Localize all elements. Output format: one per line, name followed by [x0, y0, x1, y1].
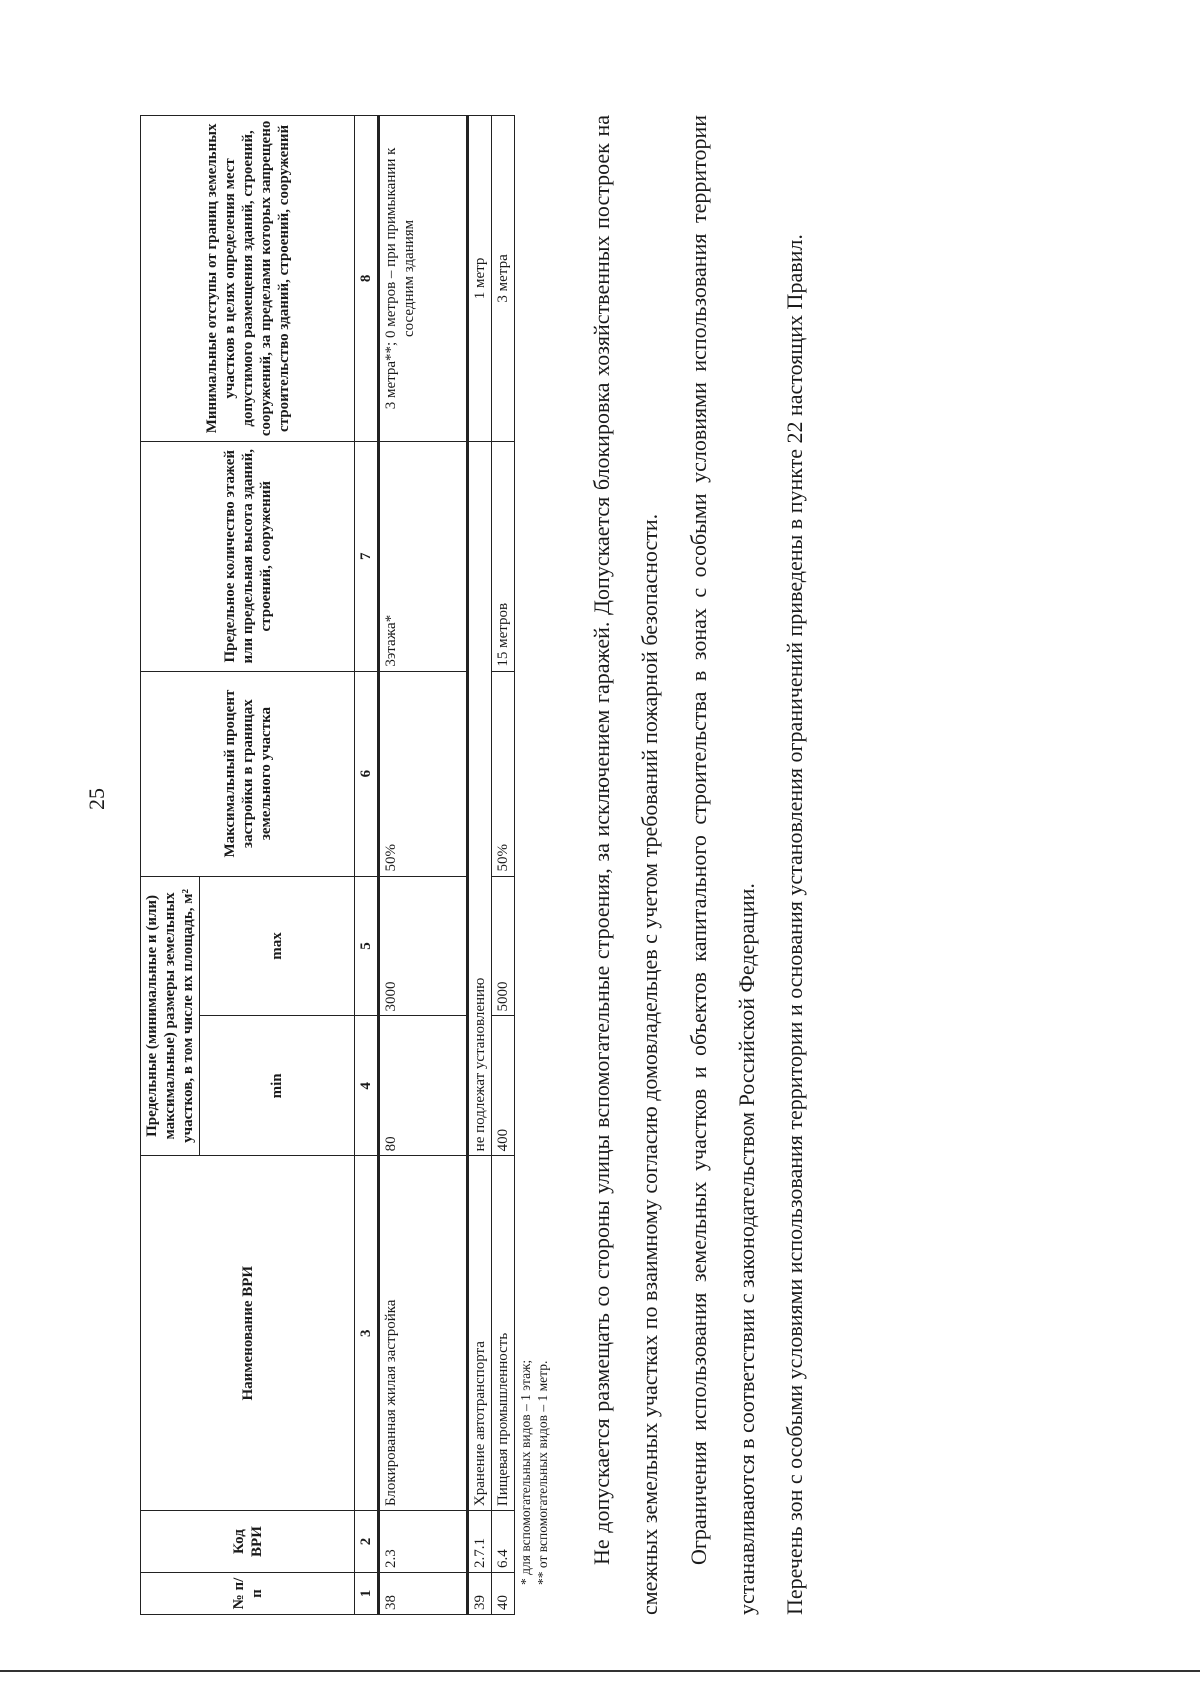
- page-number: 25: [84, 788, 109, 810]
- cell-merged-not-set: не подлежат установлению: [468, 441, 492, 1156]
- cell-num: 39: [468, 1573, 492, 1615]
- cell-name: Хранение автотранспорта: [468, 1156, 492, 1511]
- cell-max: 5000: [492, 876, 515, 1016]
- cell-name: Пищевая промышленность: [492, 1156, 515, 1511]
- cell-max: 3000: [379, 876, 468, 1016]
- index-cell: 4: [355, 1016, 379, 1156]
- header-max: max: [200, 876, 355, 1016]
- table-row: [379, 116, 468, 1615]
- index-cell: 3: [355, 1156, 379, 1511]
- paragraph: Не допускается размещать со стороны улицы вспомогательные строения, за исключением гаражей. Допускается блокировка хозяйственных построек на смежных земельных участках по взаимному согласию домовладельцев с учетом требований пожарной безопасности.: [588, 115, 663, 1615]
- index-cell: 7: [355, 441, 379, 671]
- cell-num: 38: [379, 1573, 468, 1615]
- table-header-row: [141, 116, 200, 1615]
- footnote: * для вспомогательных видов – 1 этаж;: [518, 1359, 533, 1585]
- vri-table: [140, 115, 515, 1615]
- cell-percent: 50%: [379, 671, 468, 876]
- scan-edge-line: [0, 1670, 1200, 1672]
- cell-min: 80: [379, 1016, 468, 1156]
- cell-name: Блокированная жилая застройка: [379, 1156, 468, 1511]
- header-sizes: Предельные (минимальные и (или) максимальные) размеры земельных участков, в том числе их площадь, м²: [141, 876, 200, 1156]
- footnotes: [518, 115, 552, 1615]
- footnote: ** от вспомогательных видов – 1 метр.: [534, 1360, 550, 1585]
- header-code: Код ВРИ: [141, 1511, 355, 1573]
- header-name: Наименование ВРИ: [141, 1156, 355, 1511]
- cell-code: 6.4: [492, 1511, 515, 1573]
- header-num: № п/п: [141, 1573, 355, 1615]
- paragraph: Ограничения использования земельных участков и объектов капитального строительства в зонах с особыми условиями использования территории устанавливаются в соответствии с законодательством Российской Федерации.: [685, 115, 759, 1615]
- header-setback: Минимальные отступы от границ земельных участков в целях определения мест допустимого размещения зданий, строений, сооружений, за пределами которых запрещено строительство зданий, строений, сооружений: [141, 116, 355, 442]
- index-cell: 5: [355, 876, 379, 1016]
- header-min: min: [200, 1016, 355, 1156]
- cell-floors: 3этажа*: [379, 441, 468, 671]
- cell-num: 40: [492, 1573, 515, 1615]
- table-row: [468, 116, 492, 1615]
- table-row: [492, 116, 515, 1615]
- cell-code: 2.3: [379, 1511, 468, 1573]
- cell-setback: 1 метр: [468, 116, 492, 442]
- cell-setback: 3 метра**; 0 метров – при примыкании к соседним зданиям: [379, 116, 468, 442]
- header-floors: Предельное количество этажей или предельная высота зданий, строений, сооружений: [141, 441, 355, 671]
- cell-setback: 3 метра: [492, 116, 515, 442]
- index-cell: 8: [355, 116, 379, 442]
- cell-floors: 15 метров: [492, 441, 515, 671]
- cell-min: 400: [492, 1016, 515, 1156]
- index-cell: 2: [355, 1511, 379, 1573]
- index-cell: 6: [355, 671, 379, 876]
- rotated-content: [140, 115, 1140, 1615]
- table-index-row: [355, 116, 379, 1615]
- header-percent: Максимальный процент застройки в границах земельного участка: [141, 671, 355, 876]
- cell-percent: 50%: [492, 671, 515, 876]
- cell-code: 2.7.1: [468, 1511, 492, 1573]
- paragraph: Перечень зон с особыми условиями использования территории и основания установления ограничений приведены в пункте 22 настоящих Правил.: [782, 234, 808, 1615]
- index-cell: 1: [355, 1573, 379, 1615]
